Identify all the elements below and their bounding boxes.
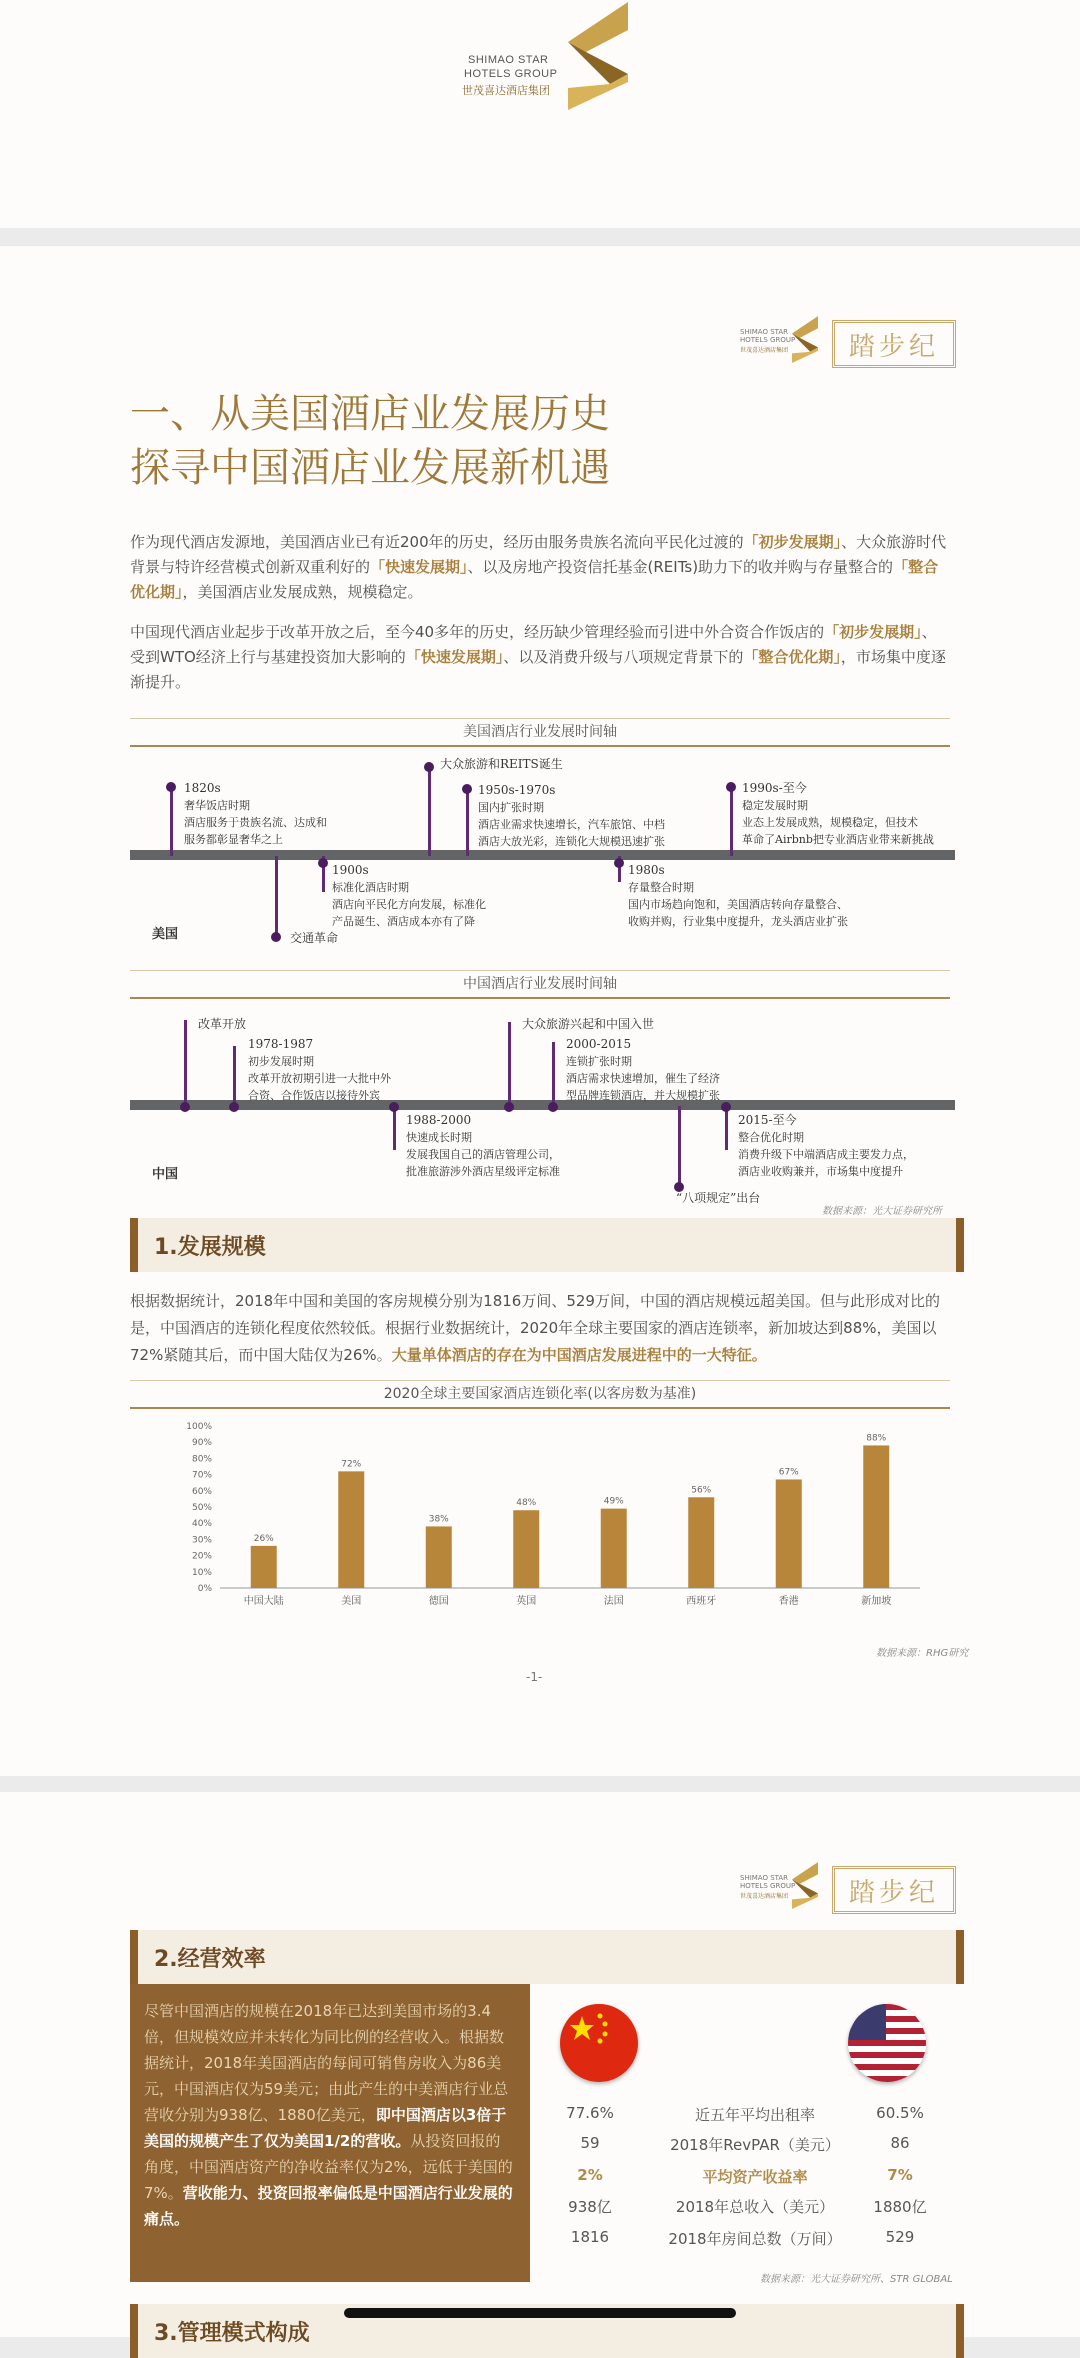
bar-6 bbox=[776, 1479, 802, 1588]
event-desc: 收购并购，行业集中度提升，龙头酒店业扩张 bbox=[628, 915, 848, 928]
bar-4 bbox=[601, 1509, 627, 1588]
brand-logo bbox=[458, 0, 628, 120]
x-tick-label: 德国 bbox=[428, 1596, 449, 1607]
brand-name-en-1: SHIMAO STAR bbox=[468, 54, 549, 66]
highlight: 营收能力、投资回报率偏低是中国酒店行业发展的痛点。 bbox=[144, 2184, 513, 2228]
report-page-2 bbox=[0, 1792, 1080, 2346]
event-title: 2015-至今 bbox=[738, 1113, 797, 1127]
event-desc: 国内市场趋向饱和，美国酒店转向存量整合、 bbox=[628, 898, 848, 911]
event-title: 1988-2000 bbox=[406, 1113, 472, 1127]
stat-us: 529 bbox=[885, 2228, 915, 2246]
highlight: 大量单体酒店的存在为中国酒店发展进程中的一大特征。 bbox=[391, 1346, 767, 1364]
country-label-us: 美国 bbox=[152, 927, 179, 942]
event-desc: 酒店业需求快速增长，汽车旅馆、中档 bbox=[478, 818, 665, 831]
event-title: 1820s bbox=[184, 781, 221, 795]
data-label: 26% bbox=[253, 1533, 274, 1544]
x-tick-label: 美国 bbox=[341, 1596, 362, 1607]
text: ，美国酒店业发展成熟，规模稳定。 bbox=[182, 583, 423, 601]
y-tick-label: 10% bbox=[191, 1567, 212, 1578]
y-tick-label: 80% bbox=[191, 1454, 212, 1465]
event-mass-tourism-wto: 大众旅游兴起和中国入世 bbox=[522, 1017, 655, 1031]
us-timeline-header bbox=[130, 718, 950, 747]
chart-svg bbox=[130, 1416, 950, 1616]
timeline-tick bbox=[428, 766, 431, 856]
chart-title-bar bbox=[130, 1380, 950, 1409]
stat-cn: 1816 bbox=[570, 2228, 610, 2246]
timeline-tick bbox=[508, 1022, 511, 1106]
event-transport-revolution: 交通革命 bbox=[290, 931, 339, 945]
usa-canton bbox=[848, 2004, 886, 2040]
timeline-dot bbox=[180, 1102, 190, 1112]
timeline-dot bbox=[318, 858, 328, 868]
timeline-dot bbox=[721, 1102, 731, 1112]
event-1978-1987 bbox=[248, 1036, 391, 1104]
event-title: 2000-2015 bbox=[566, 1037, 632, 1051]
data-label: 72% bbox=[341, 1459, 362, 1470]
event-reform-opening: 改革开放 bbox=[198, 1017, 247, 1031]
stat-us: 1880亿 bbox=[873, 2198, 927, 2216]
timeline-tick bbox=[393, 1106, 396, 1150]
event-desc: 革命了Airbnb把专业酒店业带来新挑战 bbox=[742, 833, 934, 846]
y-tick-label: 70% bbox=[191, 1470, 212, 1481]
timeline-dot bbox=[504, 1102, 514, 1112]
text: 作为现代酒店发源地，美国酒店业已有近200年的历史，经历由服务贵族名流向平民化过渡的 bbox=[130, 533, 744, 551]
timeline-dot bbox=[614, 858, 624, 868]
header-text: 美国酒店行业发展时间轴 bbox=[463, 724, 617, 740]
highlight: 「整合优化期」 bbox=[743, 648, 841, 666]
event-title: 1950s-1970s bbox=[478, 783, 556, 797]
event-desc: 酒店服务于贵族名流、达成和 bbox=[184, 816, 327, 829]
text: 、受到WTO经济上行与基建投资加大影响的 bbox=[130, 623, 937, 666]
y-tick-label: 30% bbox=[191, 1535, 212, 1546]
event-1990s bbox=[742, 780, 934, 848]
stat-label: 近五年平均出租率 bbox=[694, 2106, 815, 2124]
data-label: 48% bbox=[516, 1498, 537, 1509]
brand-small-cn: 世茂喜达酒店集团 bbox=[740, 347, 789, 354]
bar-0 bbox=[251, 1546, 277, 1588]
text: 、以及消费升级与八项规定背景下的 bbox=[503, 648, 744, 666]
paragraph-cn-history bbox=[130, 620, 950, 695]
timeline-tick bbox=[170, 786, 173, 856]
event-1820s bbox=[184, 780, 327, 848]
event-sub: 奢华饭店时期 bbox=[184, 799, 250, 812]
timeline-dot bbox=[229, 1102, 239, 1112]
timeline-tick bbox=[730, 786, 733, 856]
china-stars-icon bbox=[560, 2004, 638, 2082]
brand-small-cn: 世茂喜达酒店集团 bbox=[740, 1893, 789, 1900]
section-title: 2.经营效率 bbox=[154, 1947, 266, 1972]
event-mass-tourism-reits: 大众旅游和REITS诞生 bbox=[440, 757, 563, 771]
timeline-tick bbox=[552, 1042, 555, 1106]
stat-cn: 938亿 bbox=[568, 2198, 612, 2216]
event-sub: 存量整合时期 bbox=[628, 881, 694, 894]
highlight: 「快速发展期」 bbox=[405, 648, 504, 666]
seal-logo bbox=[832, 320, 956, 368]
seal-text: 踏步纪 bbox=[848, 331, 939, 362]
timeline-dot bbox=[271, 932, 281, 942]
header-brand bbox=[740, 1862, 820, 1912]
page-title-line2: 探寻中国酒店业发展新机遇 bbox=[130, 445, 610, 491]
stat-label: 2018年RevPAR（美元） bbox=[670, 2136, 840, 2154]
text: 从投资回报的角度，中国酒店资产的净收益率仅为2%，远低于美国的7%。 bbox=[144, 2132, 513, 2202]
text: 根据数据统计，2018年中国和美国的客房规模分别为1816万间、529万间，中国的酒店规模远超美国。但与此形成对比的是，中国酒店的连锁化程度依然较低。根据行业数据统计，2020年全球主要国家的酒店连锁率，新加坡达到88%，美国以72%紧随其后，而中国大陆仅为26%。 bbox=[130, 1292, 940, 1364]
highlight: 「初步发展期」 bbox=[824, 623, 922, 641]
x-tick-label: 新加坡 bbox=[861, 1596, 892, 1607]
event-eight-rules: “八项规定”出台 bbox=[676, 1191, 761, 1205]
bar-1 bbox=[338, 1471, 364, 1588]
highlight: 即中国酒店以3倍于美国的规模产生了仅为美国1/2的营收。 bbox=[144, 2106, 507, 2150]
highlight: 「快速发展期」 bbox=[370, 558, 468, 576]
stat-us: 86 bbox=[890, 2134, 910, 2152]
stat-cn: 59 bbox=[580, 2134, 600, 2152]
data-label: 67% bbox=[778, 1467, 799, 1478]
event-2000-2015 bbox=[566, 1036, 720, 1104]
event-desc: 产品诞生、酒店成本亦有了降 bbox=[332, 915, 475, 928]
timeline-tick bbox=[466, 788, 469, 856]
efficiency-text bbox=[144, 1998, 514, 2232]
timeline-dot bbox=[548, 1102, 558, 1112]
source-timeline: 数据来源：光大证券研究所 bbox=[822, 1206, 942, 1217]
stat-label: 2018年总收入（美元） bbox=[675, 2198, 835, 2216]
brand-small-en-2: HOTELS GROUP bbox=[740, 336, 796, 344]
event-desc: 改革开放初期引进一大批中外 bbox=[248, 1072, 391, 1085]
x-tick-label: 西班牙 bbox=[686, 1596, 717, 1607]
brand-name-en-2: HOTELS GROUP bbox=[464, 68, 558, 80]
paragraph-scale bbox=[130, 1288, 950, 1369]
timeline-dot bbox=[726, 782, 736, 792]
event-title: 1990s-至今 bbox=[742, 781, 807, 795]
header-brand bbox=[740, 316, 820, 366]
timeline-tick bbox=[184, 1020, 187, 1106]
country-label-cn: 中国 bbox=[152, 1167, 179, 1182]
bar-3 bbox=[513, 1510, 539, 1588]
x-tick-label: 英国 bbox=[516, 1596, 537, 1607]
event-sub: 国内扩张时期 bbox=[478, 801, 544, 814]
event-desc: 消费升级下中端酒店成主要发力点， bbox=[738, 1148, 914, 1161]
home-indicator[interactable] bbox=[344, 2308, 736, 2318]
timeline-axis bbox=[130, 850, 955, 860]
event-sub: 初步发展时期 bbox=[248, 1055, 314, 1068]
y-tick-label: 20% bbox=[191, 1551, 212, 1562]
timeline-dot bbox=[389, 1102, 399, 1112]
section-1-header bbox=[130, 1218, 964, 1272]
timeline-dot bbox=[424, 762, 434, 772]
data-label: 56% bbox=[691, 1485, 712, 1496]
event-desc: 批准旅游涉外酒店星级评定标准 bbox=[406, 1165, 560, 1178]
text: 中国现代酒店业起步于改革开放之后，至今40多年的历史，经历缺少管理经验而引进中外合资合作饭店的 bbox=[130, 623, 825, 641]
section-2-header bbox=[130, 1930, 964, 1984]
y-tick-label: 40% bbox=[191, 1519, 212, 1530]
timeline-tick bbox=[725, 1106, 728, 1150]
event-title: 1900s bbox=[332, 863, 369, 877]
timeline-dot bbox=[462, 784, 472, 794]
event-desc: 服务都彰显奢华之上 bbox=[184, 833, 283, 846]
shimao-s-logo-icon bbox=[792, 316, 818, 364]
seal-logo bbox=[832, 1866, 956, 1914]
section-title: 1.发展规模 bbox=[154, 1235, 266, 1260]
x-tick-label: 法国 bbox=[603, 1596, 624, 1607]
y-tick-label: 60% bbox=[191, 1486, 212, 1497]
event-desc: 酒店需求快速增加，催生了经济 bbox=[566, 1072, 720, 1085]
cover-page bbox=[0, 0, 1080, 228]
brand-small-en-1: SHIMAO STAR bbox=[740, 1874, 789, 1882]
timeline-tick bbox=[275, 856, 278, 936]
event-desc: 酒店业收购兼并，市场集中度提升 bbox=[738, 1165, 903, 1178]
data-label: 38% bbox=[428, 1514, 449, 1525]
event-sub: 连锁扩张时期 bbox=[566, 1055, 632, 1068]
event-desc: 型品牌连锁酒店，并大规模扩张 bbox=[566, 1089, 720, 1102]
event-1950s-1970s bbox=[478, 782, 665, 850]
stat-label: 2018年房间总数（万间） bbox=[668, 2230, 842, 2248]
brand-small-en-2: HOTELS GROUP bbox=[740, 1882, 796, 1890]
event-title: 1980s bbox=[628, 863, 665, 877]
timeline-tick bbox=[678, 1106, 681, 1186]
timeline-dot bbox=[166, 782, 176, 792]
text: 、以及房地产投资信托基金(REITs)助力下的收并购与存量整合的 bbox=[467, 558, 894, 576]
shimao-s-logo-icon bbox=[568, 2, 628, 112]
page-title-line1: 一、从美国酒店业发展历史 bbox=[130, 391, 610, 437]
header-text: 中国酒店行业发展时间轴 bbox=[463, 976, 617, 992]
bar-5 bbox=[688, 1497, 714, 1588]
chain-rate-chart bbox=[130, 1416, 950, 1616]
report-page-1 bbox=[0, 246, 1080, 1776]
bar-2 bbox=[426, 1526, 452, 1588]
event-sub: 稳定发展时期 bbox=[742, 799, 808, 812]
event-1900s bbox=[332, 862, 486, 930]
efficiency-text-box bbox=[130, 1984, 530, 2282]
shimao-s-logo-icon bbox=[792, 1862, 818, 1910]
event-sub: 标准化酒店时期 bbox=[332, 881, 409, 894]
event-desc: 业态上发展成熟，规模稳定，但技术 bbox=[742, 816, 918, 829]
y-tick-label: 100% bbox=[186, 1422, 212, 1432]
event-desc: 发展我国自己的酒店管理公司， bbox=[406, 1148, 560, 1161]
stat-us: 60.5% bbox=[876, 2104, 924, 2122]
bar-7 bbox=[863, 1445, 889, 1588]
brand-name-cn: 世茂喜达酒店集团 bbox=[462, 84, 550, 97]
event-sub: 快速成长时期 bbox=[406, 1131, 472, 1144]
usa-flag-icon bbox=[848, 2004, 926, 2082]
highlight: 「初步发展期」 bbox=[743, 533, 842, 551]
event-1988-2000 bbox=[406, 1112, 560, 1180]
text: 尽管中国酒店的规模在2018年已达到美国市场的3.4倍，但规模效应并未转化为同比例的经营收入。根据数据统计，2018年美国酒店的每间可销售房收入为86美元，中国酒店仅为59美元；由此产生的中美酒店行业总营收分别为938亿、1880亿美元， bbox=[144, 2002, 509, 2124]
stat-us: 7% bbox=[887, 2166, 913, 2184]
stat-label: 平均资产收益率 bbox=[702, 2168, 808, 2186]
data-label: 49% bbox=[603, 1496, 624, 1507]
event-desc: 酒店向平民化方向发展，标准化 bbox=[332, 898, 486, 911]
event-desc: 合资、合作饭店以接待外宾 bbox=[248, 1089, 380, 1102]
timeline-tick bbox=[233, 1046, 236, 1106]
data-label: 88% bbox=[866, 1433, 887, 1444]
x-tick-label: 香港 bbox=[778, 1596, 799, 1607]
page-number: -1- bbox=[526, 1670, 543, 1684]
china-flag-icon bbox=[560, 2004, 638, 2082]
x-tick-label: 中国大陆 bbox=[243, 1596, 284, 1607]
source-chart: 数据来源：RHG研究 bbox=[876, 1648, 969, 1659]
event-1980s bbox=[628, 862, 848, 930]
event-desc: 酒店大放光彩，连锁化大规模迅速扩张 bbox=[478, 835, 665, 848]
source-stats: 数据来源：光大证券研究所、STR GLOBAL bbox=[760, 2274, 953, 2285]
cn-timeline-header bbox=[130, 970, 950, 999]
chart-title: 2020全球主要国家酒店连锁化率(以客房数为基准) bbox=[383, 1386, 697, 1402]
event-title: 1978-1987 bbox=[248, 1037, 314, 1051]
y-tick-label: 90% bbox=[191, 1438, 212, 1449]
seal-text: 踏步纪 bbox=[848, 1877, 939, 1908]
y-tick-label: 50% bbox=[191, 1503, 212, 1513]
text: 、大众旅游时代背景与特许经营模式创新双重利好的 bbox=[130, 533, 947, 576]
event-2015-now bbox=[738, 1112, 914, 1180]
stat-cn: 77.6% bbox=[566, 2104, 614, 2122]
highlight: 「整合优化期」 bbox=[130, 558, 939, 601]
y-tick-label: 0% bbox=[197, 1584, 212, 1594]
stat-cn: 2% bbox=[577, 2166, 603, 2184]
section-title: 3.管理模式构成 bbox=[154, 2321, 310, 2346]
event-sub: 整合优化时期 bbox=[738, 1131, 804, 1144]
paragraph-us-history bbox=[130, 530, 950, 605]
brand-small-en-1: SHIMAO STAR bbox=[740, 328, 789, 336]
text: ，市场集中度逐渐提升。 bbox=[130, 648, 946, 691]
